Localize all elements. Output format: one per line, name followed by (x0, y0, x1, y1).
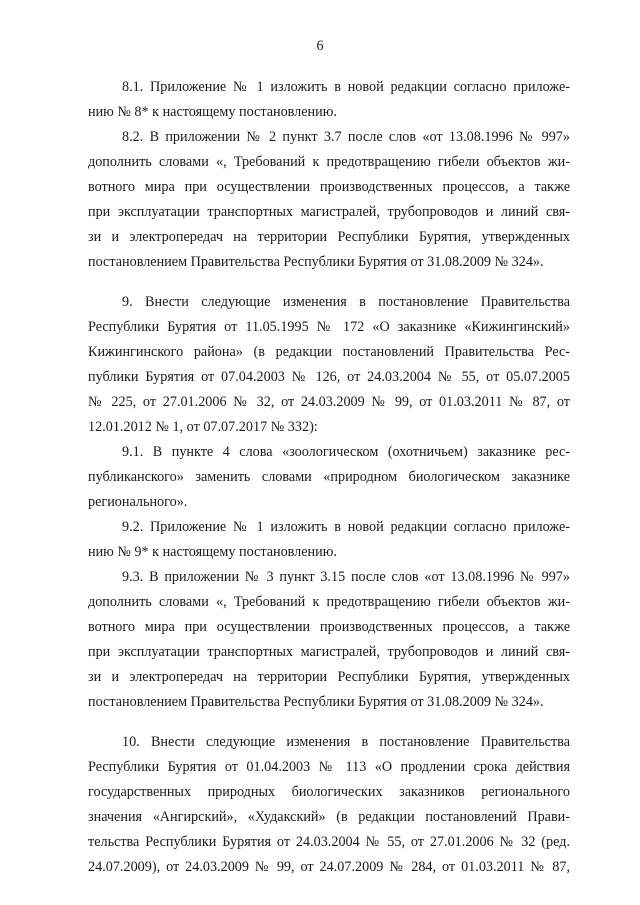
text-line: при эксплуатации транспортных магистралей, трубопроводов и линий свя- (88, 644, 570, 660)
text-line: постановлением Правительства Республики Бурятия от 31.08.2009 № 324». (88, 254, 544, 270)
text-line: тельства Республики Бурятия от 24.03.2004 № 55, от 27.01.2006 № 32 (ред. (88, 834, 570, 850)
text-line: 12.01.2012 № 1, от 07.07.2017 № 332): (88, 419, 318, 435)
text-line: регионального». (88, 494, 188, 510)
text-line: 9. Внести следующие изменения в постановление Правительства (122, 294, 570, 310)
text-line: 8.2. В приложении № 2 пункт 3.7 после слов «от 13.08.1996 № 997» (122, 129, 570, 145)
text-line: значения «Ангирский», «Худакский» (в редакции постановлений Прави- (88, 809, 570, 825)
text-line: 9.2. Приложение № 1 изложить в новой редакции согласно приложе- (122, 519, 570, 535)
page-number: 6 (316, 38, 324, 54)
text-line: № 225, от 27.01.2006 № 32, от 24.03.2009 № 99, от 01.03.2011 № 87, от (88, 394, 570, 410)
text-line: зи и электропередач на территории Республики Бурятия, утвержденных (88, 229, 570, 245)
text-line: Республики Бурятия от 11.05.1995 № 172 «О заказнике «Кижингинский» (88, 319, 570, 335)
text-line: публики Бурятия от 07.04.2003 № 126, от 24.03.2004 № 55, от 05.07.2005 (88, 369, 570, 385)
text-line: вотного мира при осуществлении производственных процессов, а также (88, 619, 570, 635)
text-line: Кижингинского района» (в редакции постановлений Правительства Рес- (88, 344, 570, 360)
text-line: 8.1. Приложение № 1 изложить в новой редакции согласно приложе- (122, 79, 570, 95)
text-line: 9.3. В приложении № 3 пункт 3.15 после слов «от 13.08.1996 № 997» (122, 569, 570, 585)
text-line: государственных природных биологических заказников регионального (88, 784, 570, 800)
text-line: 9.1. В пункте 4 слова «зоологическом (охотничьем) заказнике рес- (122, 444, 570, 460)
text-line: дополнить словами «, Требований к предотвращению гибели объектов жи- (88, 594, 570, 610)
text-line: при эксплуатации транспортных магистралей, трубопроводов и линий свя- (88, 204, 570, 220)
text-line: нию № 8* к настоящему постановлению. (88, 104, 337, 120)
text-line: вотного мира при осуществлении производственных процессов, а также (88, 179, 570, 195)
text-line: 10. Внести следующие изменения в постановление Правительства (122, 734, 570, 750)
text-line: дополнить словами «, Требований к предотвращению гибели объектов жи- (88, 154, 570, 170)
text-line: зи и электропередач на территории Республики Бурятия, утвержденных (88, 669, 570, 685)
text-line: постановлением Правительства Республики Бурятия от 31.08.2009 № 324». (88, 694, 544, 710)
text-line: Республики Бурятия от 01.04.2003 № 113 «О продлении срока действия (88, 759, 570, 775)
text-line: 24.07.2009), от 24.03.2009 № 99, от 24.07.2009 № 284, от 01.03.2011 № 87, (88, 859, 570, 875)
text-line: публиканского» заменить словами «природном биологическом заказнике (88, 469, 570, 485)
text-line: нию № 9* к настоящему постановлению. (88, 544, 337, 560)
